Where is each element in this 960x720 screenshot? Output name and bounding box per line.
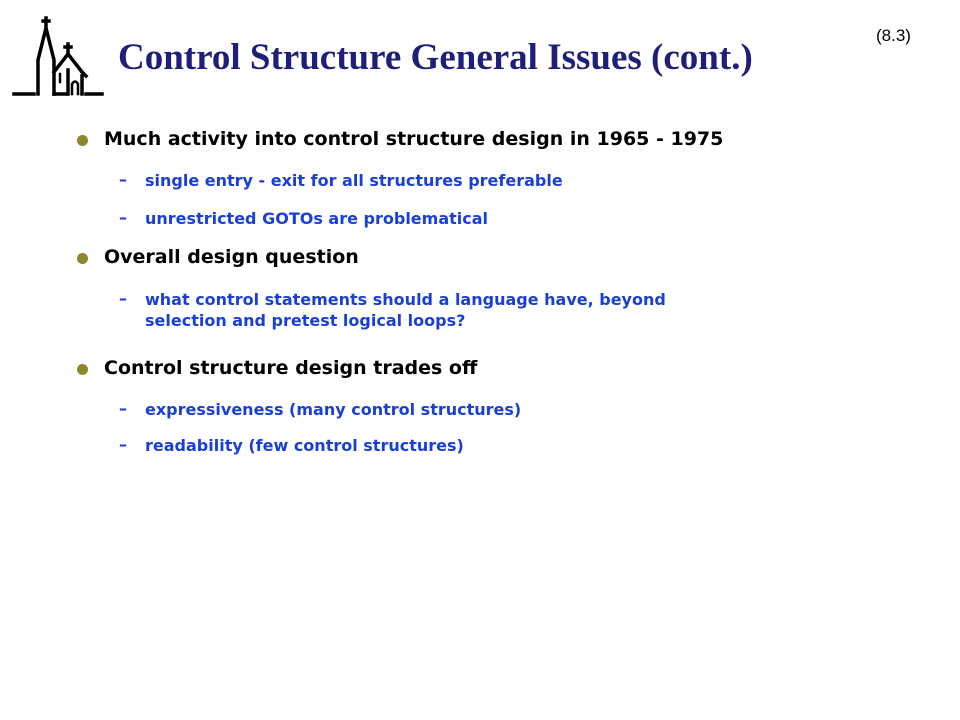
bullet-marker <box>77 253 88 264</box>
sub-bullet-dash: – <box>119 289 127 308</box>
bullet-item: Control structure design trades off <box>104 357 478 379</box>
slide-title: Control Structure General Issues (cont.) <box>118 37 753 78</box>
bullet-marker <box>77 364 88 375</box>
sub-bullet-dash: – <box>119 399 127 418</box>
sub-bullet-dash: – <box>119 435 127 454</box>
sub-bullet-item-continuation: selection and pretest logical loops? <box>145 311 466 330</box>
bullet-item: Much activity into control structure design in 1965 - 1975 <box>104 128 724 150</box>
slide-number: (8.3) <box>876 26 911 45</box>
sub-bullet-item: what control statements should a language have, beyond <box>145 290 666 309</box>
sub-bullet-item: single entry - exit for all structures preferable <box>145 171 563 190</box>
bullet-item: Overall design question <box>104 246 359 268</box>
sub-bullet-item: unrestricted GOTOs are problematical <box>145 209 489 228</box>
sub-bullet-dash: – <box>119 170 127 189</box>
bullet-marker <box>77 135 88 146</box>
sub-bullet-dash: – <box>119 208 127 227</box>
sub-bullet-item: expressiveness (many control structures) <box>145 400 522 419</box>
sub-bullet-item: readability (few control structures) <box>145 436 464 455</box>
